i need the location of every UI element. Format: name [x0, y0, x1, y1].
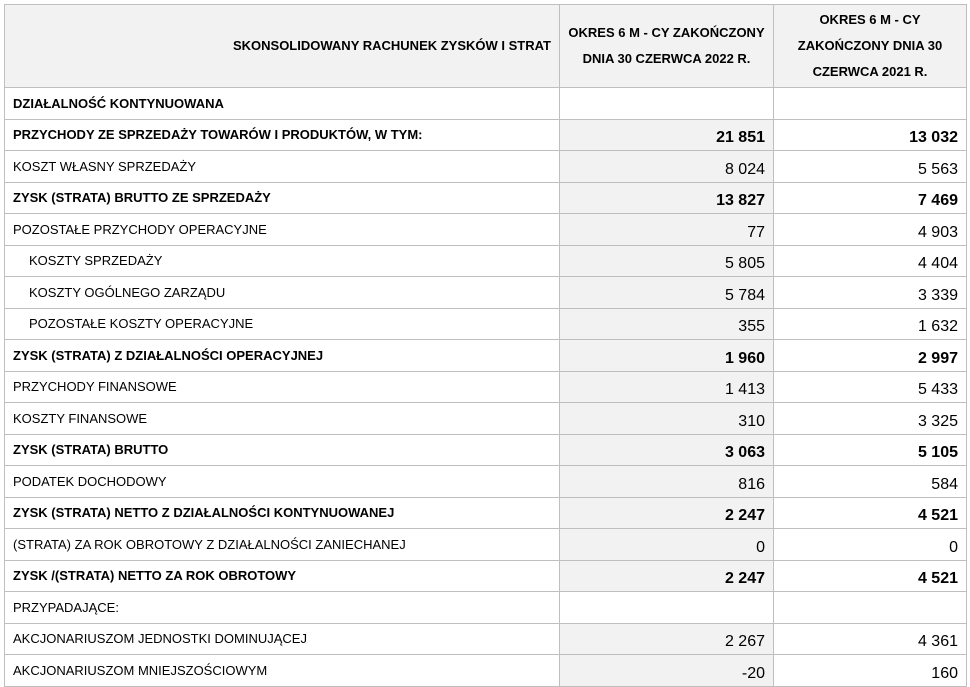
value-2022: 5 784	[560, 277, 774, 309]
value-2021: 5 433	[774, 371, 967, 403]
value-2021: 3 325	[774, 403, 967, 435]
table-row	[5, 151, 967, 183]
value-2021: 4 903	[774, 214, 967, 246]
table-row	[5, 655, 967, 687]
statement-title: SKONSOLIDOWANY RACHUNEK ZYSKÓW I STRAT	[5, 5, 560, 88]
value-2021: 1 632	[774, 308, 967, 340]
value-2021: 4 404	[774, 245, 967, 277]
value-2022: 816	[560, 466, 774, 498]
row-label: ZYSK (STRATA) BRUTTO	[5, 434, 560, 466]
row-label: POZOSTAŁE KOSZTY OPERACYJNE	[5, 308, 560, 340]
table-row	[5, 182, 967, 214]
row-label: ZYSK (STRATA) Z DZIAŁALNOŚCI OPERACYJNEJ	[5, 340, 560, 372]
value-2021: 584	[774, 466, 967, 498]
value-2022: 13 827	[560, 182, 774, 214]
value-2022: 310	[560, 403, 774, 435]
value-2022: 3 063	[560, 434, 774, 466]
value-2022: 1 413	[560, 371, 774, 403]
value-2021: 0	[774, 529, 967, 561]
value-2022	[560, 592, 774, 624]
row-label: KOSZT WŁASNY SPRZEDAŻY	[5, 151, 560, 183]
row-label: AKCJONARIUSZOM JEDNOSTKI DOMINUJĄCEJ	[5, 623, 560, 655]
table-row	[5, 592, 967, 624]
row-label: ZYSK /(STRATA) NETTO ZA ROK OBROTOWY	[5, 560, 560, 592]
table-row	[5, 214, 967, 246]
column-header-2022: OKRES 6 M - CY ZAKOŃCZONY DNIA 30 CZERWCA 2022 R.	[560, 5, 774, 88]
value-2022: 1 960	[560, 340, 774, 372]
value-2021: 7 469	[774, 182, 967, 214]
table-row	[5, 529, 967, 561]
row-label: KOSZTY OGÓLNEGO ZARZĄDU	[5, 277, 560, 309]
table-row	[5, 371, 967, 403]
value-2022: 355	[560, 308, 774, 340]
table-row	[5, 466, 967, 498]
value-2021: 4 521	[774, 497, 967, 529]
value-2022: -20	[560, 655, 774, 687]
column-header-2021: OKRES 6 M - CY ZAKOŃCZONY DNIA 30 CZERWCA 2021 R.	[774, 5, 967, 88]
row-label: KOSZTY SPRZEDAŻY	[5, 245, 560, 277]
table-row	[5, 119, 967, 151]
table-row	[5, 403, 967, 435]
value-2022: 0	[560, 529, 774, 561]
value-2022: 77	[560, 214, 774, 246]
table-row	[5, 560, 967, 592]
income-statement	[4, 4, 967, 687]
value-2022: 8 024	[560, 151, 774, 183]
value-2021	[774, 88, 967, 120]
value-2021: 3 339	[774, 277, 967, 309]
value-2021: 4 521	[774, 560, 967, 592]
value-2022: 21 851	[560, 119, 774, 151]
row-label: ZYSK (STRATA) NETTO Z DZIAŁALNOŚCI KONTYNUOWANEJ	[5, 497, 560, 529]
value-2022: 2 247	[560, 497, 774, 529]
value-2022: 5 805	[560, 245, 774, 277]
row-label: DZIAŁALNOŚĆ KONTYNUOWANA	[5, 88, 560, 120]
value-2022	[560, 88, 774, 120]
value-2021: 4 361	[774, 623, 967, 655]
value-2021: 2 997	[774, 340, 967, 372]
income-statement-table	[4, 4, 967, 687]
row-label: POZOSTAŁE PRZYCHODY OPERACYJNE	[5, 214, 560, 246]
row-label: PRZYCHODY FINANSOWE	[5, 371, 560, 403]
table-row	[5, 88, 967, 120]
value-2021: 5 105	[774, 434, 967, 466]
table-row	[5, 340, 967, 372]
table-row	[5, 277, 967, 309]
table-header-row	[5, 5, 967, 88]
row-label: (STRATA) ZA ROK OBROTOWY Z DZIAŁALNOŚCI ZANIECHANEJ	[5, 529, 560, 561]
row-label: PODATEK DOCHODOWY	[5, 466, 560, 498]
value-2022: 2 247	[560, 560, 774, 592]
row-label: PRZYCHODY ZE SPRZEDAŻY TOWARÓW I PRODUKTÓW, W TYM:	[5, 119, 560, 151]
value-2021: 13 032	[774, 119, 967, 151]
value-2021: 160	[774, 655, 967, 687]
table-row	[5, 497, 967, 529]
row-label: AKCJONARIUSZOM MNIEJSZOŚCIOWYM	[5, 655, 560, 687]
table-row	[5, 308, 967, 340]
value-2021: 5 563	[774, 151, 967, 183]
row-label: ZYSK (STRATA) BRUTTO ZE SPRZEDAŻY	[5, 182, 560, 214]
table-row	[5, 623, 967, 655]
table-row	[5, 245, 967, 277]
table-row	[5, 434, 967, 466]
value-2022: 2 267	[560, 623, 774, 655]
row-label: KOSZTY FINANSOWE	[5, 403, 560, 435]
value-2021	[774, 592, 967, 624]
row-label: PRZYPADAJĄCE:	[5, 592, 560, 624]
